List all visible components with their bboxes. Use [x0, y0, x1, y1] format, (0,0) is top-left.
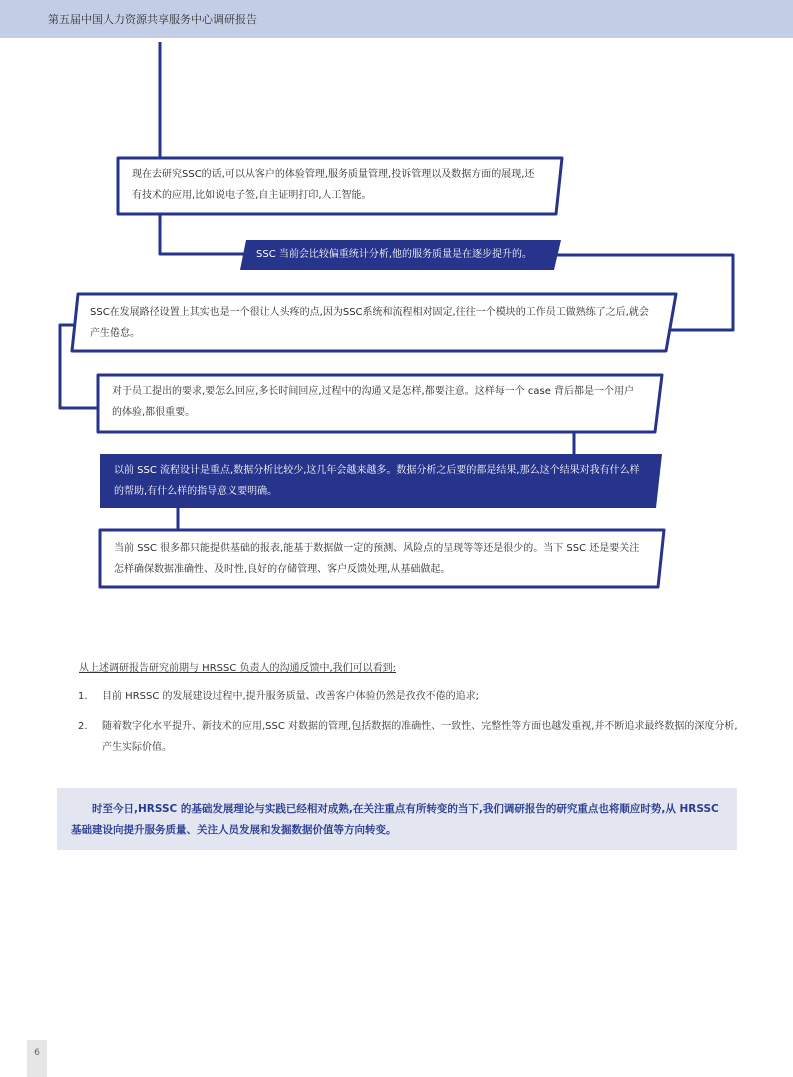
report-title: 第五届中国人力资源共享服务中心调研报告 — [48, 13, 257, 26]
summary-title: 从上述调研报告研究前期与 HRSSC 负责人的沟通反馈中,我们可以看到: — [79, 663, 397, 674]
list-number: 2. — [78, 721, 88, 732]
connector-1-2 — [160, 214, 246, 254]
list-number: 1. — [78, 691, 88, 702]
page-number: 6 — [27, 1040, 47, 1077]
flow-box-4-text: 对于员工提出的要求,要怎么回应,多长时间回应,过程中的沟通又是怎样,都要注意。这样每一个 case 背后都是一个用户的体验,都很重要。 — [112, 386, 635, 418]
flow-box-3-text: SSC在发展路径设置上其实也是一个很让人头疼的点,因为SSC系统和流程相对固定,往往一个模块的工作员工做熟练了之后,就会产生倦怠。 — [90, 307, 649, 339]
flow-box-1-text: 现在去研究SSC的话,可以从客户的体验管理,服务质量管理,投诉管理以及数据方面的展现,还有技术的应用,比如说电子签,自主证明打印,人工智能。 — [132, 169, 535, 201]
flow-box-2-text: SSC 当前会比较偏重统计分析,他的服务质量是在逐步提升的。 — [256, 249, 533, 260]
list-text: 目前 HRSSC 的发展建设过程中,提升服务质量、改善客户体验仍然是孜孜不倦的追求; — [102, 691, 480, 702]
flow-box-5-text: 以前 SSC 流程设计是重点,数据分析比较少,这几年会越来越多。数据分析之后要的都是结果,那么这个结果对我有什么样的帮助,有什么样的指导意义要明确。 — [114, 465, 640, 497]
list-text: 随着数字化水平提升、新技术的应用,SSC 对数据的管理,包括数据的准确性、一致性、完整性等方面也越发重视,并不断追求最终数据的深度分析,产生实际价值。 — [102, 721, 738, 753]
conclusion-callout: 时至今日,HRSSC 的基础发展理论与实践已经相对成熟,在关注重点有所转变的当下,我们调研报告的研究重点也将顺应时势,从 HRSSC 基础建设向提升服务质量、关注人员发展和发掘数据价值等方向转变。 — [57, 788, 737, 850]
flow-box-6-text: 当前 SSC 很多都只能提供基础的报表,能基于数据做一定的预测、风险点的呈现等等还是很少的。当下 SSC 还是要关注怎样确保数据准确性、及时性,良好的存储管理、客户反馈处理,从基础做起。 — [114, 543, 640, 575]
